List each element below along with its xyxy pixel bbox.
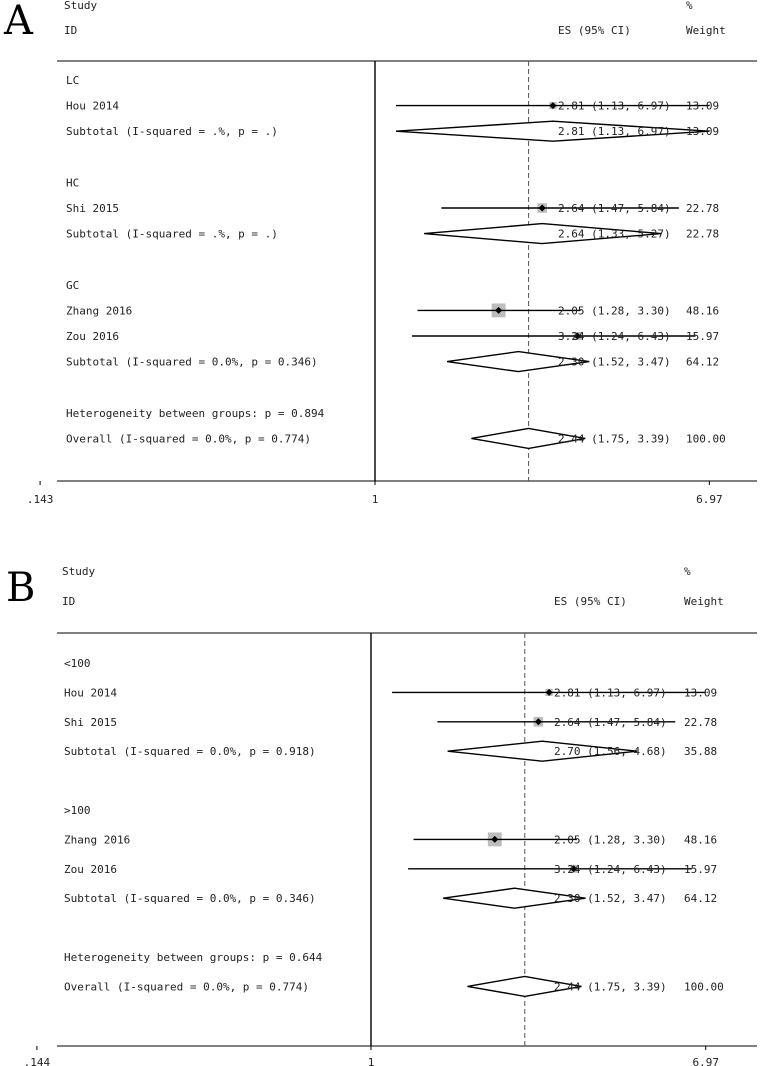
subtotal-label: Subtotal (I-squared = 0.0%, p = 0.346) bbox=[64, 892, 316, 906]
header-id-label: ID bbox=[62, 595, 76, 608]
group-label: >100 bbox=[64, 804, 91, 817]
header-weight-label: Weight bbox=[684, 595, 724, 608]
group-label: Heterogeneity between groups: p = 0.644 bbox=[64, 951, 323, 964]
es-ci-value: 2.81 (1.13, 6.97) bbox=[558, 125, 671, 139]
es-ci-value: 3.24 (1.24, 6.43) bbox=[558, 330, 671, 343]
x-tick-label: 1 bbox=[371, 493, 379, 506]
es-ci-value: 2.05 (1.28, 3.30) bbox=[554, 833, 667, 847]
weight-value: 15.97 bbox=[684, 862, 718, 876]
weight-value: 13.09 bbox=[684, 686, 718, 700]
header-id-label: ID bbox=[64, 24, 78, 37]
es-ci-value: 2.70 (1.56, 4.68) bbox=[554, 745, 667, 759]
x-tick-label: 6.97 bbox=[696, 493, 723, 506]
overall-label: Overall (I-squared = 0.0%, p = 0.774) bbox=[66, 432, 312, 446]
subtotal-label: Subtotal (I-squared = 0.0%, p = 0.918) bbox=[64, 745, 316, 759]
study-label: Zou 2016 bbox=[64, 862, 117, 876]
group-label: GC bbox=[66, 278, 80, 292]
x-tick-label: 1 bbox=[367, 1056, 375, 1066]
forest-panel-a bbox=[27, 0, 757, 506]
weight-value: 13.09 bbox=[686, 99, 720, 113]
group-label: <100 bbox=[64, 657, 91, 670]
es-ci-value: 2.44 (1.75, 3.39) bbox=[558, 432, 671, 446]
subtotal-label: Subtotal (I-squared = .%, p = .) bbox=[66, 125, 278, 139]
group-label: HC bbox=[66, 176, 80, 190]
header-weight-label: Weight bbox=[686, 24, 726, 37]
weight-value: 100.00 bbox=[686, 432, 726, 446]
weight-value: 22.78 bbox=[684, 715, 718, 729]
group-label: LC bbox=[66, 74, 80, 87]
x-tick-label: 6.97 bbox=[692, 1056, 719, 1066]
forest-panel-b bbox=[24, 565, 757, 1066]
study-label: Shi 2015 bbox=[64, 715, 117, 729]
weight-value: 100.00 bbox=[684, 980, 724, 994]
es-ci-value: 2.30 (1.52, 3.47) bbox=[558, 355, 671, 369]
header-study-label: Study bbox=[64, 0, 98, 12]
panel-label-b: B bbox=[6, 565, 36, 611]
es-ci-value: 2.30 (1.52, 3.47) bbox=[554, 892, 667, 906]
es-ci-value: 2.64 (1.47, 5.84) bbox=[558, 202, 671, 215]
weight-value: 13.09 bbox=[686, 125, 720, 139]
es-ci-value: 2.64 (1.33, 5.27) bbox=[558, 227, 671, 241]
weight-value: 22.78 bbox=[686, 227, 720, 241]
header-percent-label: % bbox=[684, 565, 691, 578]
header-study-label: Study bbox=[62, 565, 96, 578]
weight-value: 48.16 bbox=[686, 304, 720, 318]
header-es-label: ES (95% CI) bbox=[558, 24, 631, 37]
subtotal-label: Subtotal (I-squared = .%, p = .) bbox=[66, 227, 278, 241]
es-ci-value: 2.81 (1.13, 6.97) bbox=[554, 686, 667, 700]
subtotal-label: Subtotal (I-squared = 0.0%, p = 0.346) bbox=[66, 355, 318, 369]
es-ci-value: 2.44 (1.75, 3.39) bbox=[554, 980, 667, 994]
study-label: Shi 2015 bbox=[66, 202, 119, 215]
es-ci-value: 2.81 (1.13, 6.97) bbox=[558, 99, 671, 113]
study-label: Zhang 2016 bbox=[66, 304, 133, 318]
panel-label-a: A bbox=[4, 0, 33, 44]
weight-value: 64.12 bbox=[686, 355, 720, 369]
study-label: Zou 2016 bbox=[66, 330, 119, 343]
weight-value: 22.78 bbox=[686, 202, 720, 215]
weight-value: 15.97 bbox=[686, 330, 720, 343]
header-es-label: ES (95% CI) bbox=[554, 595, 627, 608]
es-ci-value: 2.64 (1.47, 5.84) bbox=[554, 715, 667, 729]
group-label: Heterogeneity between groups: p = 0.894 bbox=[66, 406, 325, 420]
es-ci-value: 2.05 (1.28, 3.30) bbox=[558, 304, 671, 318]
x-tick-label: .143 bbox=[26, 493, 54, 506]
study-label: Hou 2014 bbox=[66, 99, 119, 113]
es-ci-value: 3.24 (1.24, 6.43) bbox=[554, 862, 667, 876]
weight-value: 64.12 bbox=[684, 892, 718, 906]
header-percent-label: % bbox=[686, 0, 693, 12]
overall-label: Overall (I-squared = 0.0%, p = 0.774) bbox=[64, 980, 310, 994]
study-label: Hou 2014 bbox=[64, 686, 117, 700]
study-label: Zhang 2016 bbox=[64, 833, 131, 847]
weight-value: 48.16 bbox=[684, 833, 718, 847]
x-tick-label: .144 bbox=[23, 1056, 51, 1066]
weight-value: 35.88 bbox=[684, 745, 718, 759]
